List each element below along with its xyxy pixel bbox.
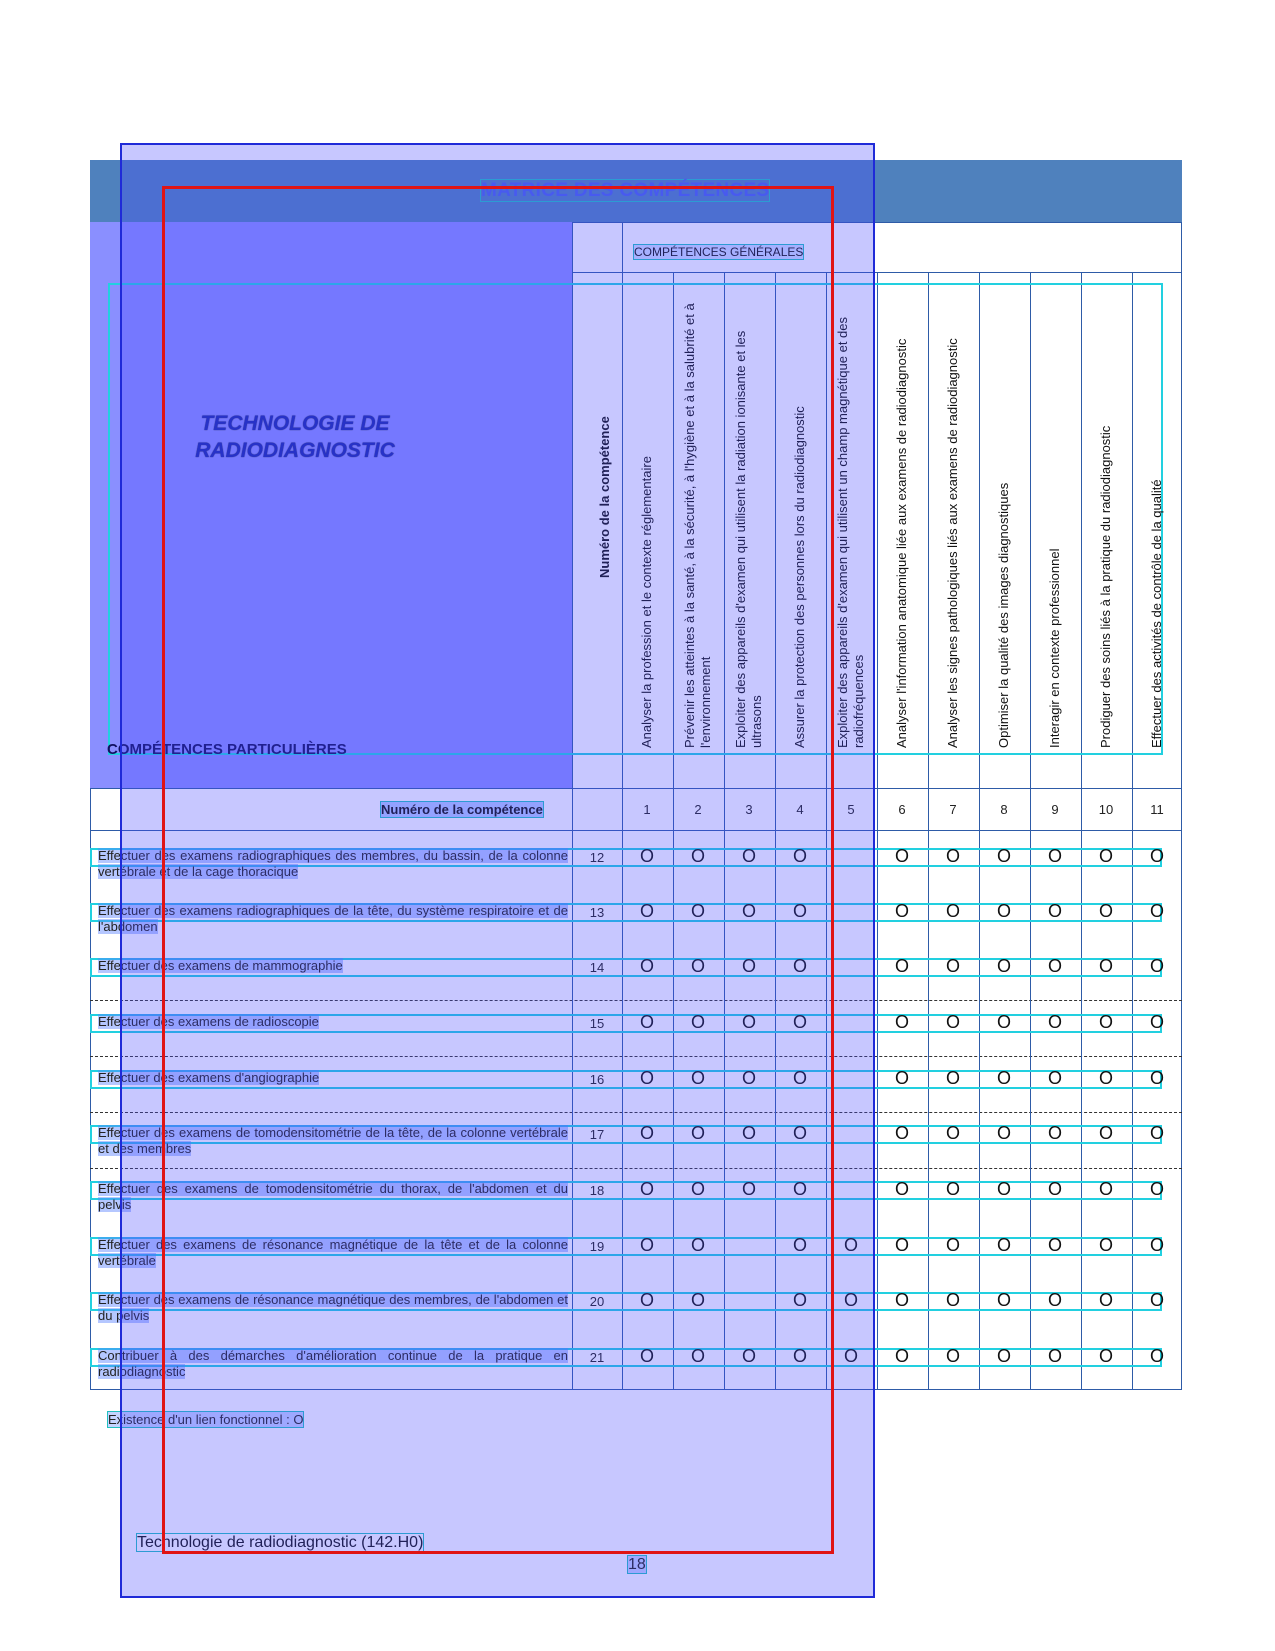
- link-mark: O: [792, 1290, 807, 1310]
- link-mark: O: [1098, 901, 1113, 921]
- link-mark: O: [792, 1068, 807, 1088]
- link-mark: O: [639, 1235, 654, 1255]
- link-mark: O: [996, 1179, 1011, 1199]
- competency-number: 21: [589, 1350, 605, 1365]
- competency-number: 14: [589, 960, 605, 975]
- competency-number: 20: [589, 1294, 605, 1309]
- competency-number: 16: [589, 1072, 605, 1087]
- link-mark: O: [1047, 1068, 1062, 1088]
- link-mark: O: [1047, 1123, 1062, 1143]
- competency-number: 13: [589, 905, 605, 920]
- program-title: TECHNOLOGIE DE RADIODIAGNOSTIC: [195, 412, 395, 462]
- competency-text: Effectuer des examens de mammographie: [98, 958, 343, 973]
- link-mark: O: [741, 1123, 756, 1143]
- link-mark: O: [945, 1346, 960, 1366]
- link-mark: O: [996, 1290, 1011, 1310]
- link-mark: O: [639, 1012, 654, 1032]
- link-mark: O: [894, 846, 909, 866]
- competency-text: Effectuer des examens de tomodensitométrie du thorax, de l'abdomen et du pelvis: [98, 1181, 568, 1212]
- link-mark: O: [894, 956, 909, 976]
- link-mark: O: [996, 1068, 1011, 1088]
- link-mark: O: [690, 1346, 705, 1366]
- column-number: 7: [949, 802, 957, 817]
- link-mark: O: [1149, 1179, 1164, 1199]
- link-mark: O: [843, 1346, 858, 1366]
- column-number: 3: [745, 802, 753, 817]
- link-mark: O: [1098, 1179, 1113, 1199]
- link-mark: O: [792, 1346, 807, 1366]
- link-mark: O: [996, 1012, 1011, 1032]
- link-mark: O: [639, 1290, 654, 1310]
- general-competency-label: Effectuer des activités de contrôle de la qualité: [1149, 479, 1164, 748]
- link-mark: O: [690, 1123, 705, 1143]
- link-mark: O: [843, 1235, 858, 1255]
- link-mark: O: [996, 1123, 1011, 1143]
- general-competency-label: Exploiter des appareils d'examen qui utilisent la radiation ionisante et les ultrasons: [733, 330, 764, 748]
- link-mark: O: [1149, 1123, 1164, 1143]
- page-number: 18: [628, 1556, 646, 1573]
- link-mark: O: [945, 1123, 960, 1143]
- link-mark: O: [1047, 956, 1062, 976]
- competency-number: 12: [589, 850, 605, 865]
- legend-note: Existence d'un lien fonctionnel : O: [108, 1412, 304, 1427]
- column-number: 2: [694, 802, 702, 817]
- link-mark: O: [1098, 956, 1113, 976]
- link-mark: O: [1149, 956, 1164, 976]
- link-mark: O: [792, 1123, 807, 1143]
- link-mark: O: [894, 1123, 909, 1143]
- competency-text: Contribuer à des démarches d'amélioration continue de la pratique en radiodiagnostic: [98, 1348, 568, 1379]
- general-competency-label: Analyser l'information anatomique liée aux examens de radiodiagnostic: [894, 338, 909, 748]
- link-mark: O: [639, 1123, 654, 1143]
- link-mark: O: [1149, 901, 1164, 921]
- competency-number: 15: [589, 1016, 605, 1031]
- general-competencies-label: COMPÉTENCES GÉNÉRALES: [634, 245, 804, 259]
- link-mark: O: [1149, 1346, 1164, 1366]
- competency-number: 19: [589, 1239, 605, 1254]
- link-mark: O: [741, 1179, 756, 1199]
- matrix-title: MATRICE DES COMPÉTENCES: [481, 180, 770, 201]
- competency-number: 17: [589, 1127, 605, 1142]
- link-mark: O: [945, 1290, 960, 1310]
- link-mark: O: [1047, 1012, 1062, 1032]
- link-mark: O: [1047, 1290, 1062, 1310]
- link-mark: O: [945, 1179, 960, 1199]
- general-competency-label: Exploiter des appareils d'examen qui utilisent un champ magnétique et des radiofréquences: [835, 316, 866, 748]
- particular-competencies-label: COMPÉTENCES PARTICULIÈRES: [107, 741, 347, 758]
- link-mark: O: [945, 1012, 960, 1032]
- link-mark: O: [894, 1235, 909, 1255]
- competency-number-header: Numéro de la compétence: [597, 416, 612, 578]
- link-mark: O: [690, 956, 705, 976]
- column-number: 8: [1000, 802, 1008, 817]
- link-mark: O: [639, 846, 654, 866]
- link-mark: O: [1149, 1012, 1164, 1032]
- column-number: 4: [796, 802, 804, 817]
- link-mark: O: [996, 901, 1011, 921]
- general-competency-label: Prodiguer des soins liés à la pratique du radiodiagnostic: [1098, 425, 1113, 748]
- link-mark: O: [945, 901, 960, 921]
- link-mark: O: [639, 1068, 654, 1088]
- link-mark: O: [945, 1068, 960, 1088]
- link-mark: O: [945, 1235, 960, 1255]
- link-mark: O: [639, 956, 654, 976]
- general-competency-label: Interagir en contexte professionnel: [1047, 548, 1062, 748]
- link-mark: O: [843, 1290, 858, 1310]
- link-mark: O: [1098, 846, 1113, 866]
- link-mark: O: [741, 1346, 756, 1366]
- link-mark: O: [741, 956, 756, 976]
- focus-outline: [162, 186, 834, 1554]
- link-mark: O: [1149, 1235, 1164, 1255]
- link-mark: O: [690, 1235, 705, 1255]
- link-mark: O: [690, 1179, 705, 1199]
- column-number: 6: [898, 802, 906, 817]
- link-mark: O: [741, 901, 756, 921]
- general-competency-label: Optimiser la qualité des images diagnostiques: [996, 482, 1011, 748]
- link-mark: O: [741, 1012, 756, 1032]
- link-mark: O: [1047, 1346, 1062, 1366]
- link-mark: O: [996, 1235, 1011, 1255]
- link-mark: O: [894, 1068, 909, 1088]
- link-mark: O: [792, 901, 807, 921]
- link-mark: O: [1098, 1012, 1113, 1032]
- link-mark: O: [639, 1346, 654, 1366]
- column-number: 9: [1051, 802, 1059, 817]
- link-mark: O: [639, 1179, 654, 1199]
- number-row-label: Numéro de la compétence: [381, 802, 543, 817]
- link-mark: O: [690, 846, 705, 866]
- link-mark: O: [792, 846, 807, 866]
- link-mark: O: [1098, 1290, 1113, 1310]
- link-mark: O: [1098, 1123, 1113, 1143]
- column-number: 1: [643, 802, 651, 817]
- competency-text: Effectuer des examens de résonance magnétique de la tête et de la colonne vertébrale: [98, 1237, 568, 1268]
- general-competency-label: Prévenir les atteintes à la santé, à la sécurité, à l'hygiène et à la salubrité et à l'environnement: [682, 303, 713, 748]
- link-mark: O: [690, 1012, 705, 1032]
- link-mark: O: [1047, 846, 1062, 866]
- link-mark: O: [1149, 1068, 1164, 1088]
- link-mark: O: [639, 901, 654, 921]
- link-mark: O: [1047, 1235, 1062, 1255]
- link-mark: O: [741, 1068, 756, 1088]
- link-mark: O: [690, 901, 705, 921]
- link-mark: O: [1098, 1346, 1113, 1366]
- link-mark: O: [1047, 1179, 1062, 1199]
- competency-text: Effectuer des examens radiographiques des membres, du bassin, de la colonne vertébrale et de la cage thoracique: [98, 848, 568, 879]
- link-mark: O: [894, 1179, 909, 1199]
- link-mark: O: [1149, 846, 1164, 866]
- link-mark: O: [690, 1290, 705, 1310]
- link-mark: O: [894, 1290, 909, 1310]
- link-mark: O: [894, 1346, 909, 1366]
- competency-text: Effectuer des examens d'angiographie: [98, 1070, 320, 1085]
- competency-text: Effectuer des examens radiographiques de la tête, du système respiratoire et de l'abdomen: [98, 903, 568, 934]
- link-mark: O: [945, 956, 960, 976]
- footer-program-title: Technologie de radiodiagnostic (142.H0): [137, 1534, 424, 1551]
- link-mark: O: [996, 1346, 1011, 1366]
- link-mark: O: [996, 956, 1011, 976]
- competency-text: Effectuer des examens de tomodensitométrie de la tête, de la colonne vertébrale et des membres: [98, 1125, 568, 1156]
- link-mark: O: [792, 1235, 807, 1255]
- competency-text: Effectuer des examens de radioscopie: [98, 1014, 319, 1029]
- link-mark: O: [996, 846, 1011, 866]
- competency-number: 18: [589, 1183, 605, 1198]
- link-mark: O: [741, 846, 756, 866]
- link-mark: O: [792, 1012, 807, 1032]
- link-mark: O: [690, 1068, 705, 1088]
- column-number: 11: [1150, 802, 1164, 817]
- link-mark: O: [1149, 1290, 1164, 1310]
- link-mark: O: [1098, 1235, 1113, 1255]
- link-mark: O: [1047, 901, 1062, 921]
- general-competency-label: Analyser la profession et le contexte réglementaire: [639, 456, 654, 748]
- general-competency-label: Analyser les signes pathologiques liés aux examens de radiodiagnostic: [945, 338, 960, 748]
- link-mark: O: [894, 901, 909, 921]
- link-mark: O: [792, 1179, 807, 1199]
- link-mark: O: [792, 956, 807, 976]
- column-number: 10: [1098, 802, 1114, 817]
- general-competency-label: Assurer la protection des personnes lors du radiodiagnostic: [792, 406, 807, 748]
- link-mark: O: [894, 1012, 909, 1032]
- column-number: 5: [847, 802, 855, 817]
- link-mark: O: [945, 846, 960, 866]
- link-mark: O: [1098, 1068, 1113, 1088]
- competency-text: Effectuer des examens de résonance magnétique des membres, de l'abdomen et du pelvis: [98, 1292, 568, 1323]
